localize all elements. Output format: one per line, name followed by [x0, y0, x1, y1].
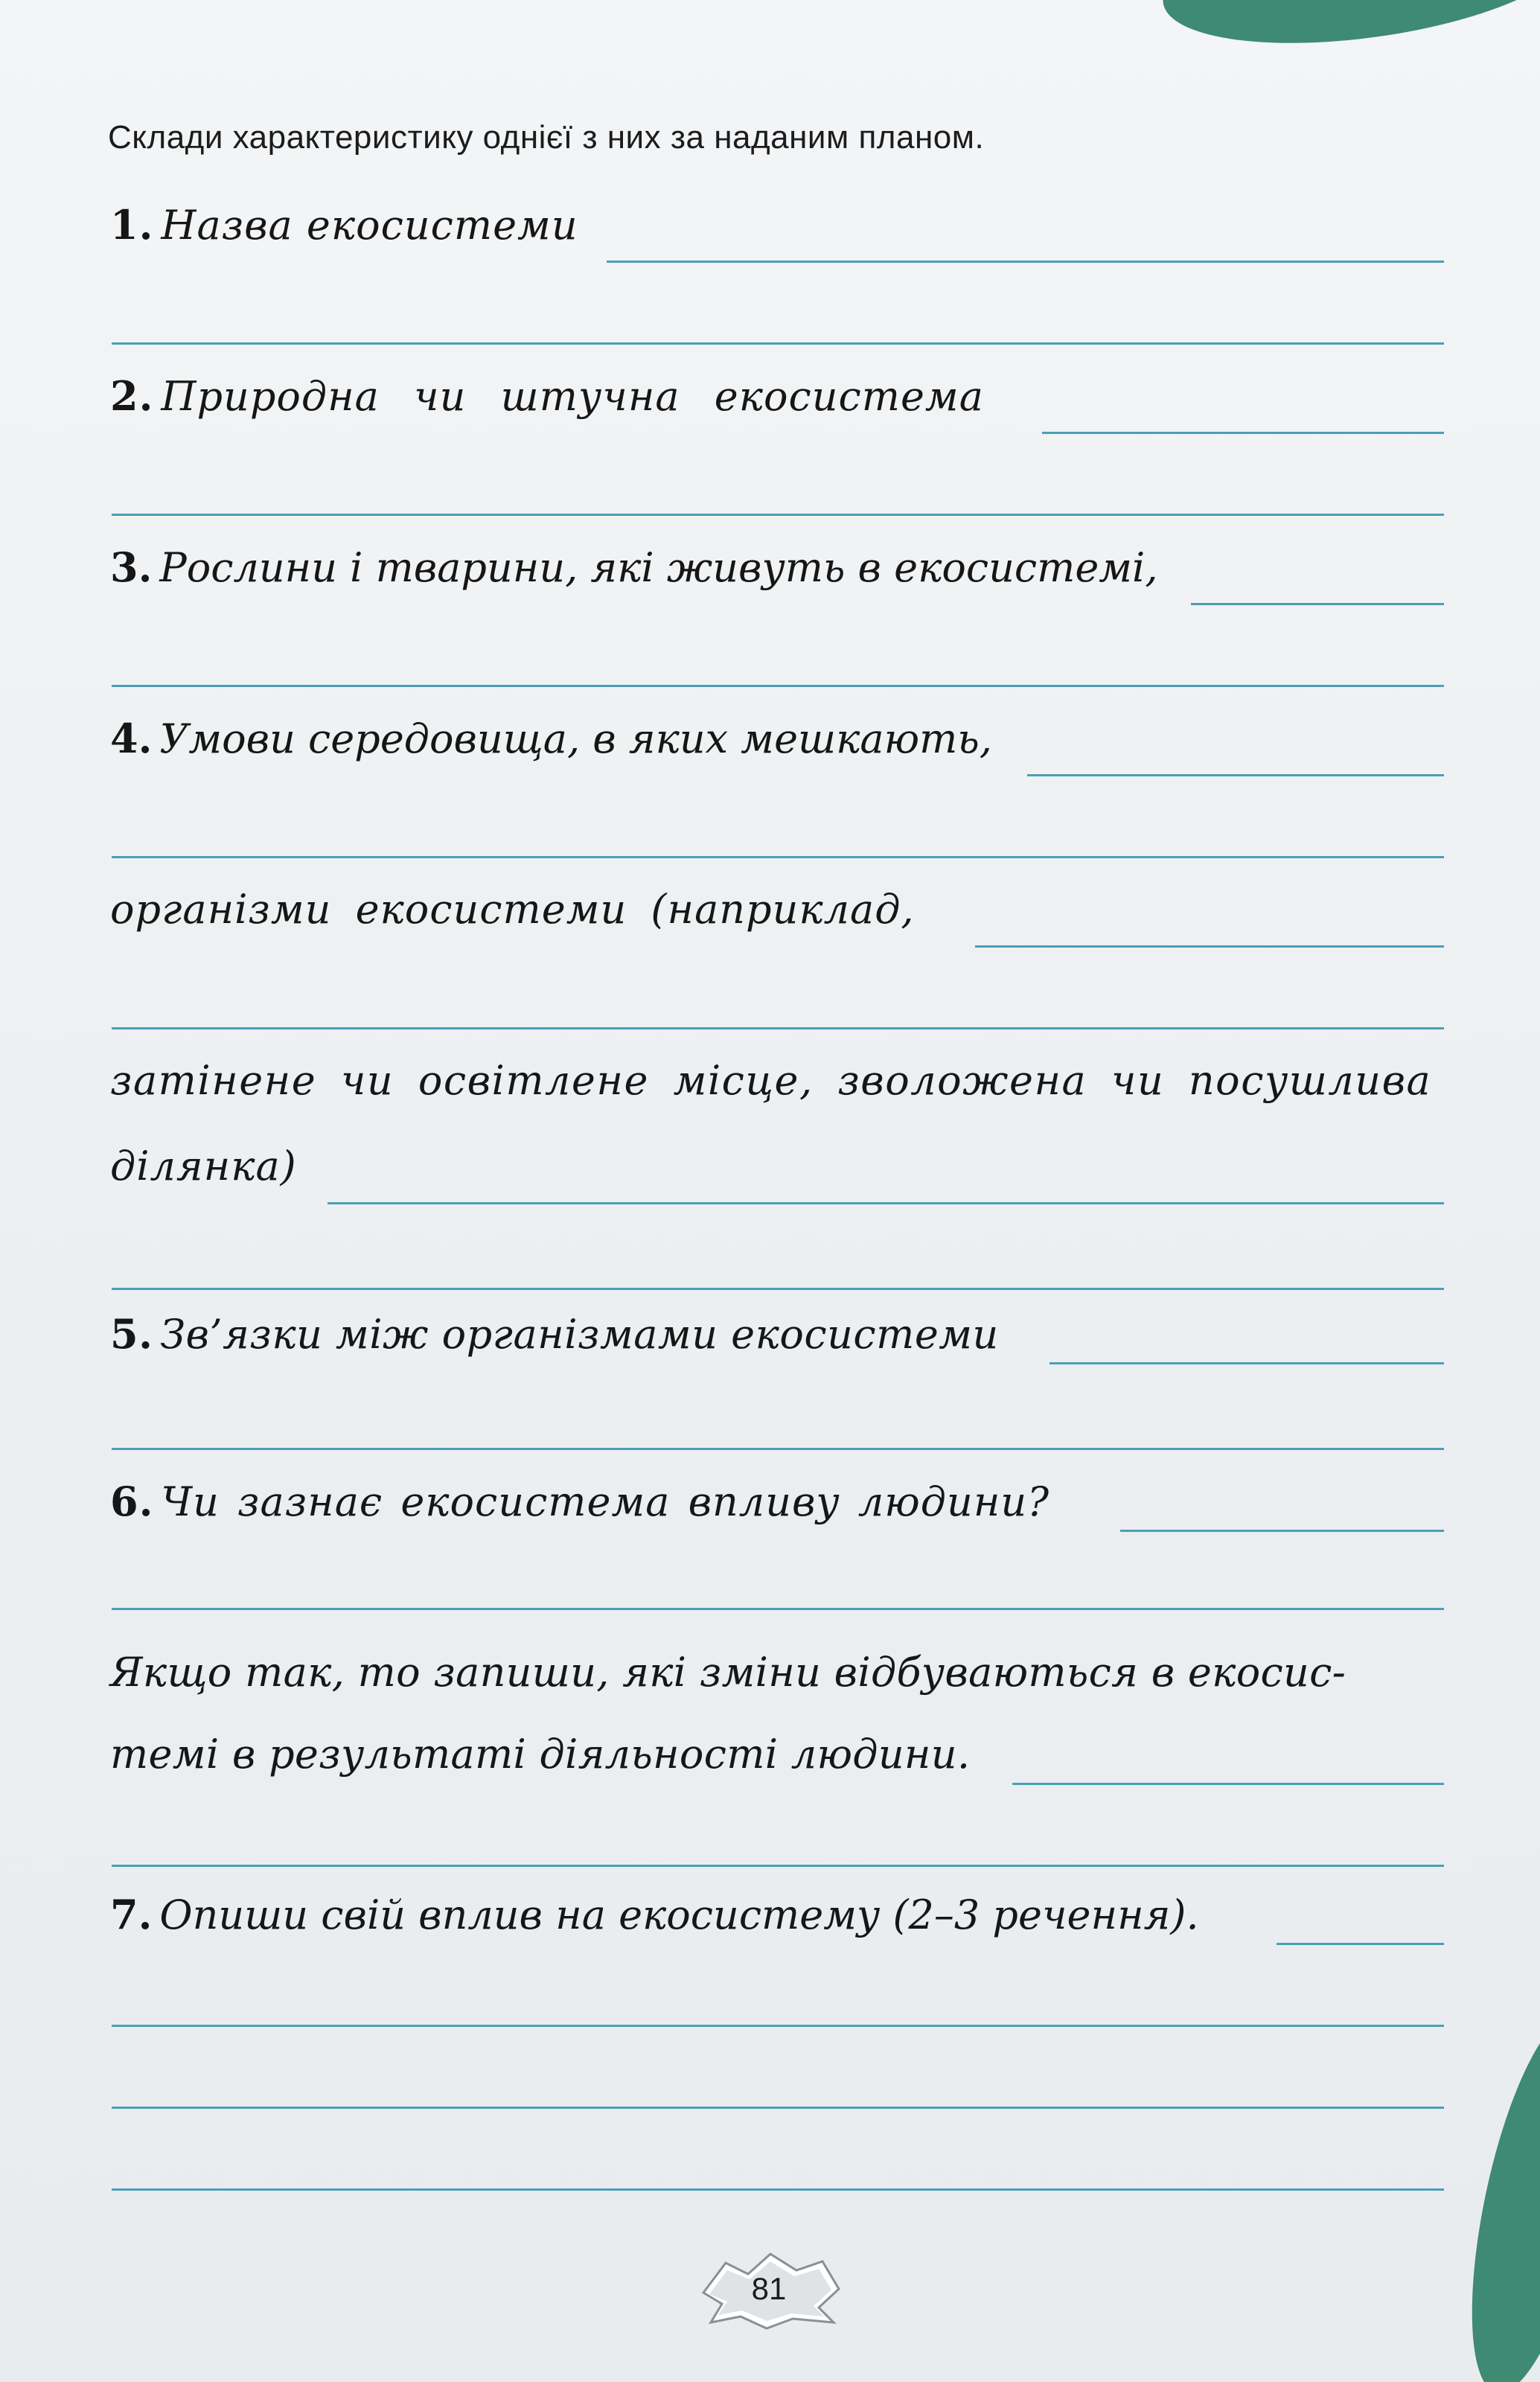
- question-4-continued: [110, 886, 915, 933]
- question-number: 2.: [110, 372, 154, 420]
- question-7: [110, 1891, 1199, 1938]
- question-number: 3.: [110, 543, 153, 591]
- answer-line[interactable]: [1012, 1783, 1444, 1785]
- question-number: 1.: [110, 201, 154, 249]
- leaf-decoration-right: [1445, 2003, 1540, 2382]
- answer-line[interactable]: [1277, 1943, 1444, 1945]
- question-text: Умови середовища, в яких мешкають,: [159, 715, 992, 762]
- question-text: Природна чи штучна екосистема: [161, 373, 984, 420]
- question-text: організми екосистеми (наприклад,: [110, 886, 915, 933]
- question-number: 5.: [110, 1310, 153, 1358]
- answer-line[interactable]: [112, 1865, 1444, 1867]
- answer-line[interactable]: [112, 1027, 1444, 1029]
- answer-line[interactable]: [112, 1608, 1444, 1610]
- question-text: темі в результаті діяльності людини.: [110, 1731, 971, 1778]
- question-text: Опиши свій вплив на екосистему (2–3 речення).: [159, 1891, 1199, 1938]
- question-text: Назва екосистеми: [161, 202, 578, 249]
- answer-line[interactable]: [1191, 603, 1444, 605]
- question-text: Рослини і тварини, які живуть в екосистемі,: [159, 544, 1158, 591]
- question-text: ділянка): [110, 1143, 297, 1190]
- question-1: [110, 201, 578, 249]
- question-6-followup-end: [110, 1731, 970, 1778]
- answer-line[interactable]: [112, 1448, 1444, 1450]
- answer-line[interactable]: [112, 514, 1444, 516]
- leaf-decoration-top: [1154, 0, 1540, 66]
- question-4-example: [110, 1057, 1431, 1104]
- question-number: 7.: [110, 1891, 153, 1938]
- question-number: 6.: [110, 1478, 154, 1525]
- answer-line[interactable]: [1042, 432, 1444, 434]
- answer-line[interactable]: [1049, 1362, 1444, 1364]
- question-6-followup: [110, 1649, 1346, 1696]
- answer-line[interactable]: [112, 2025, 1444, 2027]
- question-text: Якщо так, то запиши, які зміни відбуваються в екосис-: [110, 1649, 1346, 1696]
- question-6: [110, 1478, 1049, 1525]
- question-text: Зв’язки між організмами екосистеми: [160, 1311, 999, 1358]
- answer-line[interactable]: [112, 2188, 1444, 2191]
- question-2: [110, 372, 984, 420]
- answer-line[interactable]: [112, 1288, 1444, 1290]
- question-4-example-end: [110, 1143, 297, 1190]
- page-number: 81: [751, 2271, 787, 2306]
- question-3: [110, 543, 1158, 591]
- instruction-text: Склади характеристику однієї з них за наданим планом.: [108, 119, 985, 156]
- question-number: 4.: [110, 715, 153, 762]
- answer-line[interactable]: [607, 261, 1444, 263]
- answer-line[interactable]: [328, 1202, 1444, 1204]
- question-text: затінене чи освітлене місце, зволожена чи посушлива: [110, 1057, 1432, 1104]
- answer-line[interactable]: [975, 945, 1444, 948]
- question-text: Чи зазнає екосистема впливу людини?: [161, 1478, 1050, 1525]
- answer-line[interactable]: [112, 856, 1444, 858]
- answer-line[interactable]: [1120, 1530, 1444, 1532]
- question-4: [110, 715, 992, 762]
- answer-line[interactable]: [1027, 774, 1444, 776]
- answer-line[interactable]: [112, 342, 1444, 345]
- answer-line[interactable]: [112, 685, 1444, 687]
- question-5: [110, 1310, 999, 1358]
- answer-line[interactable]: [112, 2107, 1444, 2109]
